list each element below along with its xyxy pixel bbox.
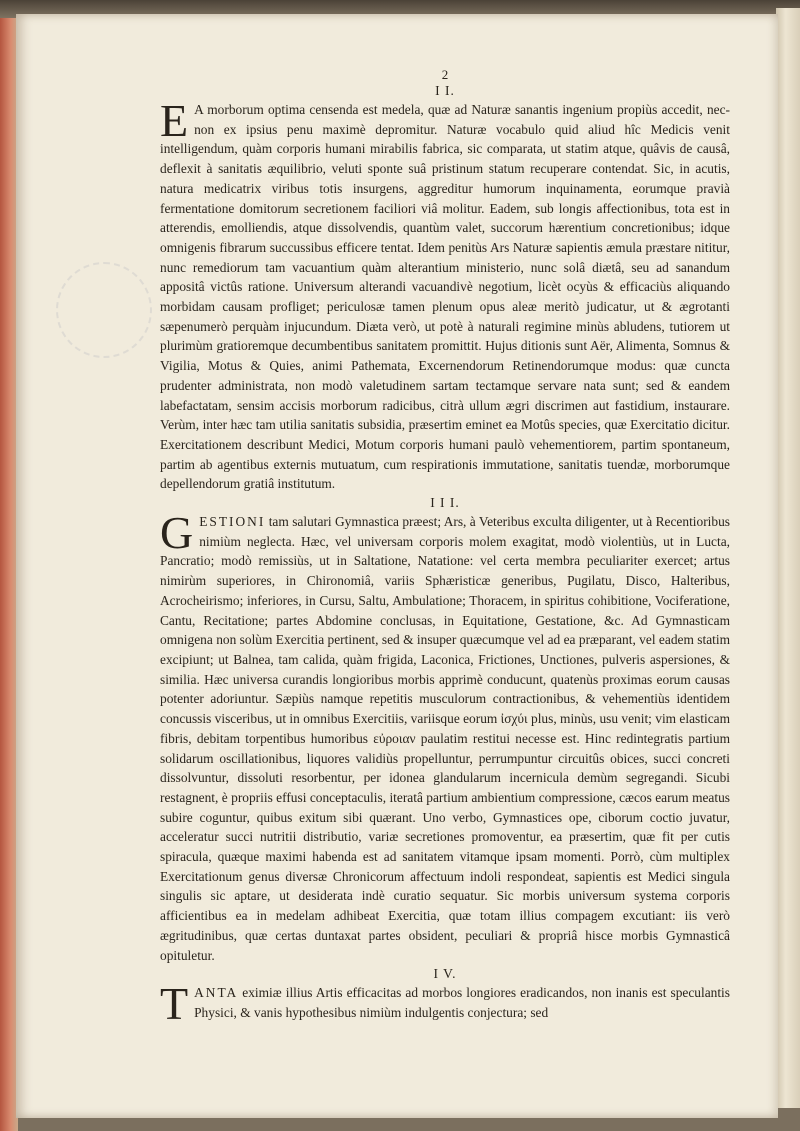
section-number-4: I V. [433,966,457,982]
paragraph-text: tam salutari Gymnastica præest; Ars, à Veteribus exculta diligenter, ut à Recentioribus nimiùm neglecta. Hæc, vel universam corporis molem exagitat, modò violentiùs, ut in Lucta, Pancratio; modò remissiùs, ut in Saltatione, Natatione: vel certa membra peculiariter exercet; artus nimirùm superiores, in Chironomiâ, variis Sphæristicæ generibus, Pugilatu, Disco, Halteribus, Acrocheirismo; inferiores, in Cursu, Saltu, Ambulatione; Thoracem, in spiritus cohibitione, Vociferatione, Cantu, Recitatione; partes Abdomine conclusas, in Equitatione, Gestatione, &c. Ad Gymnasticam omnigena non solùm Exercitia pertinent, sed & insuper quæcumque vel ad ea præparant, vel eadem statim excipiunt; ut Balnea, tam calida, quàm frigida, Laconica, Frictiones, Unctiones, pulveris aspersiones, & similia. Hæc universa curandis longioribus morbis apprimè conducunt, quatenùs proximas eorum causas potenter adoriuntur. Sæpiùs namque repetitis musculorum contractionibus, & vehementiùs identidem concussis visceribus, ut in omnibus Exercitiis, variisque eorum ἰσχύι plus, minùs, usu venit; vim elasticam fibris, debitam torpentibus humoribus εὐροιαν paulatim restitui necesse est. Hinc redintegratis partium solidarum oscillationibus, liquores validiùs propelluntur, perrumpuntur circuitûs obices, succi concreti dissolvuntur, dissoluti resorbentur, per idonea glandularum incernicula demùm segregandi. Sicubi restagnent, è propriis effusi conceptaculis, iteratâ partium ambientium compressione, cæcos earum meatus subire coguntur, quibus exitum sibi quærant. Uno verbo, Gymnastices ope, ciborum coctio juvatur, acceleratur succi nutritii distributio, variæ secretiones promoventur, ea præsertim, quæ fit per cutis spiracula, quæque maximi habenda est ad sanitatem vitamque ipsam momenti. Porrò, cùm multiplex Exercitationum genus diversæ Chronicorum affectuum indoli respondeat, sapientis est Medici singula singulis sic aptare, ut desiderata indè curatio sequatur. Sic morbis universum systema corporis afficientibus ea in medelam adhibeat Exercitia, quæ totam illius compagem excutiant: iis verò ægritudinibus, quæ certas duntaxat partes obsident, peculiari & propriâ hisce morbis Gymnasticâ opituletur. [160,514,730,963]
library-stamp [56,262,152,358]
lead-word: ESTIONI [199,514,266,530]
paragraph-text: eximiæ illius Artis efficacitas ad morbos longiores eradicandos, non inanis est speculantis Physici, & vanis hypothesibus nimiùm indulgentis conjectura; sed [194,985,730,1020]
section-number-3: I I I. [430,495,460,511]
section-2-paragraph [160,95,730,494]
paragraph-text: A morborum optima censenda est medela, quæ ad Naturæ sanantis ingenium propiùs accedit, nec-non ex ipsius penu maximè depromitur. Naturæ vocabulo quid aliud hîc Medicis venit intelligendum, quàm corporis humani mirabilis fabrica, sic comparata, ut statim atque, quâvis de causâ, deflexit à sanitatis æquilibrio, veluti sponte suâ pristinum statum recuperare contendat. Sic, in acutis, natura medicatrix viribus totis insurgens, aggreditur humorum inquinamenta, eorumque pravià fermentatione domitorum secretionem faciliori viâ molitur. Eadem, sub longis affectionibus, tota est in atterendis, emolliendis, atque dissolvendis, quantùm valet, succorum hærentium concretionibus; idque omnigenis fibrarum succussibus efficere tentat. Idem penitùs Ars Naturæ sapientis æmula præstare nititur, nunc remediorum tam vacuantium quàm alterantium ministerio, nunc solâ diætâ, seu ad sanandum appositâ victûs ratione. Universum alterandi vacuandivè negotium, licèt ocyùs & efficaciùs aliquando morbidam causam profliget; periculosæ tamen plenum opus aleæ meritò judicatur, ut & ægrotanti sæpenumerò perquàm injucundum. Diæta verò, ut potè à naturali regimine minùs abludens, tutiorem ut plurimùm gratioremque decumbentibus sanitatem promittit. Hujus ditionis sunt Aër, Alimenta, Somnus & Vigilia, Motus & Quies, animi Pathemata, Excernendorum Retinendorumque modus: quæ cuncta prudenter administrata, non modò valetudinem sartam tectamque servare nata sunt; sed & eandem labefactatam, sensim accisis morborum radicibus, citrà ullum ægri discrimen aut fastidium, instaurare. Verùm, inter hæc tam utilia sanitatis subsidia, præsertim eminet ea Motûs species, quæ Exercitatio dicitur. Exercitationem describunt Medici, Motum corporis humani paulò vehementiorem, partim spontaneum, partim ab agentibus externis mutuatum, cum respirationis immutatione, sanitatis tuendæ, morborumque depellendorum gratiâ institutum. [160,102,730,492]
section-number-2: I I. [435,83,455,98]
section-3-paragraph [160,507,730,965]
drop-cap: G [160,507,194,559]
drop-cap: T [160,978,189,1030]
section-4-paragraph [160,978,730,1030]
page-number: 2 [441,67,449,82]
lead-word: ANTA [194,985,239,1001]
next-page-edge [776,8,800,1108]
page-text [160,67,730,1030]
drop-cap: E [160,95,189,146]
